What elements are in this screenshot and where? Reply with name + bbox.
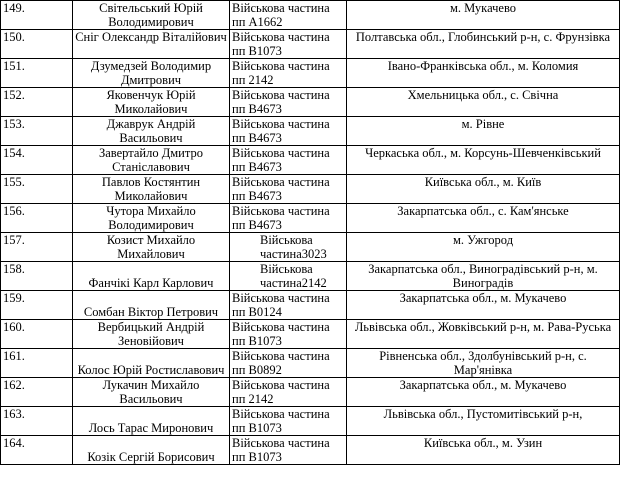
military-unit: Військова частина пп В4673 (230, 204, 347, 233)
table-row (1, 30, 620, 59)
table-row (1, 291, 620, 320)
place-of-origin: Закарпатська обл., м. Мукачево (347, 378, 620, 407)
place-of-origin: м. Ужгород (347, 233, 620, 262)
person-name: Лось Тарас Миронович (73, 407, 230, 436)
military-unit: Військова частина пп В1073 (230, 436, 347, 465)
military-unit: Військова частина пп В0892 (230, 349, 347, 378)
row-number: 151. (1, 59, 73, 88)
place-of-origin: Івано-Франківська обл., м. Коломия (347, 59, 620, 88)
row-number: 150. (1, 30, 73, 59)
table-row (1, 378, 620, 407)
table-row (1, 1, 620, 30)
row-number: 153. (1, 117, 73, 146)
person-name: Сомбан Віктор Петрович (73, 291, 230, 320)
person-name: Фанчікі Карл Карлович (73, 262, 230, 291)
table-row (1, 59, 620, 88)
person-name: Вербицький Андрій Зеновійович (73, 320, 230, 349)
person-name: Лукачин Михайло Васильович (73, 378, 230, 407)
place-of-origin: Хмельницька обл., с. Свічна (347, 88, 620, 117)
person-name: Козік Сергій Борисович (73, 436, 230, 465)
row-number: 155. (1, 175, 73, 204)
person-name: Дзумедзей Володимир Дмитрович (73, 59, 230, 88)
person-name: Завертайло Дмитро Станіславович (73, 146, 230, 175)
table-row (1, 146, 620, 175)
place-of-origin: Львівська обл., Пустомитівський р-н, (347, 407, 620, 436)
military-unit: Військова частина пп В4673 (230, 117, 347, 146)
person-name: Сніг Олександр Віталійович (73, 30, 230, 59)
person-name: Козист Михайло Михайлович (73, 233, 230, 262)
place-of-origin: Черкаська обл., м. Корсунь-Шевченківський (347, 146, 620, 175)
row-number: 161. (1, 349, 73, 378)
military-unit: Військова частина пп 2142 (230, 378, 347, 407)
place-of-origin: Полтавська обл., Глобинський р-н, с. Фрунзівка (347, 30, 620, 59)
person-name: Світельський Юрій Володимирович (73, 1, 230, 30)
row-number: 156. (1, 204, 73, 233)
place-of-origin: Київська обл., м. Узин (347, 436, 620, 465)
table-row (1, 117, 620, 146)
row-number: 159. (1, 291, 73, 320)
row-number: 154. (1, 146, 73, 175)
place-of-origin: Київська обл., м. Київ (347, 175, 620, 204)
military-unit: Військова частина пп В1073 (230, 30, 347, 59)
person-name: Джаврук Андрій Васильович (73, 117, 230, 146)
row-number: 158. (1, 262, 73, 291)
person-name: Павлов Костянтин Миколайович (73, 175, 230, 204)
military-unit: Військова частина пп В4673 (230, 146, 347, 175)
military-unit: Військова частина пп В1073 (230, 320, 347, 349)
person-name: Яковенчук Юрій Миколайович (73, 88, 230, 117)
place-of-origin: м. Мукачево (347, 1, 620, 30)
military-unit: Військова частина пп В0124 (230, 291, 347, 320)
table-row (1, 175, 620, 204)
table-row (1, 233, 620, 262)
place-of-origin: Закарпатська обл., Виноградівський р-н, м. Виноградів (347, 262, 620, 291)
table-row (1, 407, 620, 436)
person-name: Чутора Михайло Володимирович (73, 204, 230, 233)
row-number: 162. (1, 378, 73, 407)
row-number: 152. (1, 88, 73, 117)
row-number: 160. (1, 320, 73, 349)
table-row (1, 436, 620, 465)
row-number: 149. (1, 1, 73, 30)
military-unit: Військова частина пп В4673 (230, 88, 347, 117)
table-row (1, 88, 620, 117)
table-row (1, 349, 620, 378)
row-number: 157. (1, 233, 73, 262)
military-unit: Військова частина пп В4673 (230, 175, 347, 204)
military-unit: Військова частина2142 (230, 262, 347, 291)
table-row (1, 320, 620, 349)
row-number: 164. (1, 436, 73, 465)
military-unit: Військова частина пп 2142 (230, 59, 347, 88)
military-unit: Військова частина пп А1662 (230, 1, 347, 30)
table-row (1, 262, 620, 291)
place-of-origin: Рівненська обл., Здолбунівський р-н, с. Мар'янівка (347, 349, 620, 378)
place-of-origin: Закарпатська обл., с. Кам'янське (347, 204, 620, 233)
row-number: 163. (1, 407, 73, 436)
military-unit: Військова частина3023 (230, 233, 347, 262)
place-of-origin: м. Рівне (347, 117, 620, 146)
table-row (1, 204, 620, 233)
person-name: Колос Юрій Ростиславович (73, 349, 230, 378)
place-of-origin: Львівська обл., Жовківський р-н, м. Рава-Руська (347, 320, 620, 349)
place-of-origin: Закарпатська обл., м. Мукачево (347, 291, 620, 320)
military-unit: Військова частина пп В1073 (230, 407, 347, 436)
